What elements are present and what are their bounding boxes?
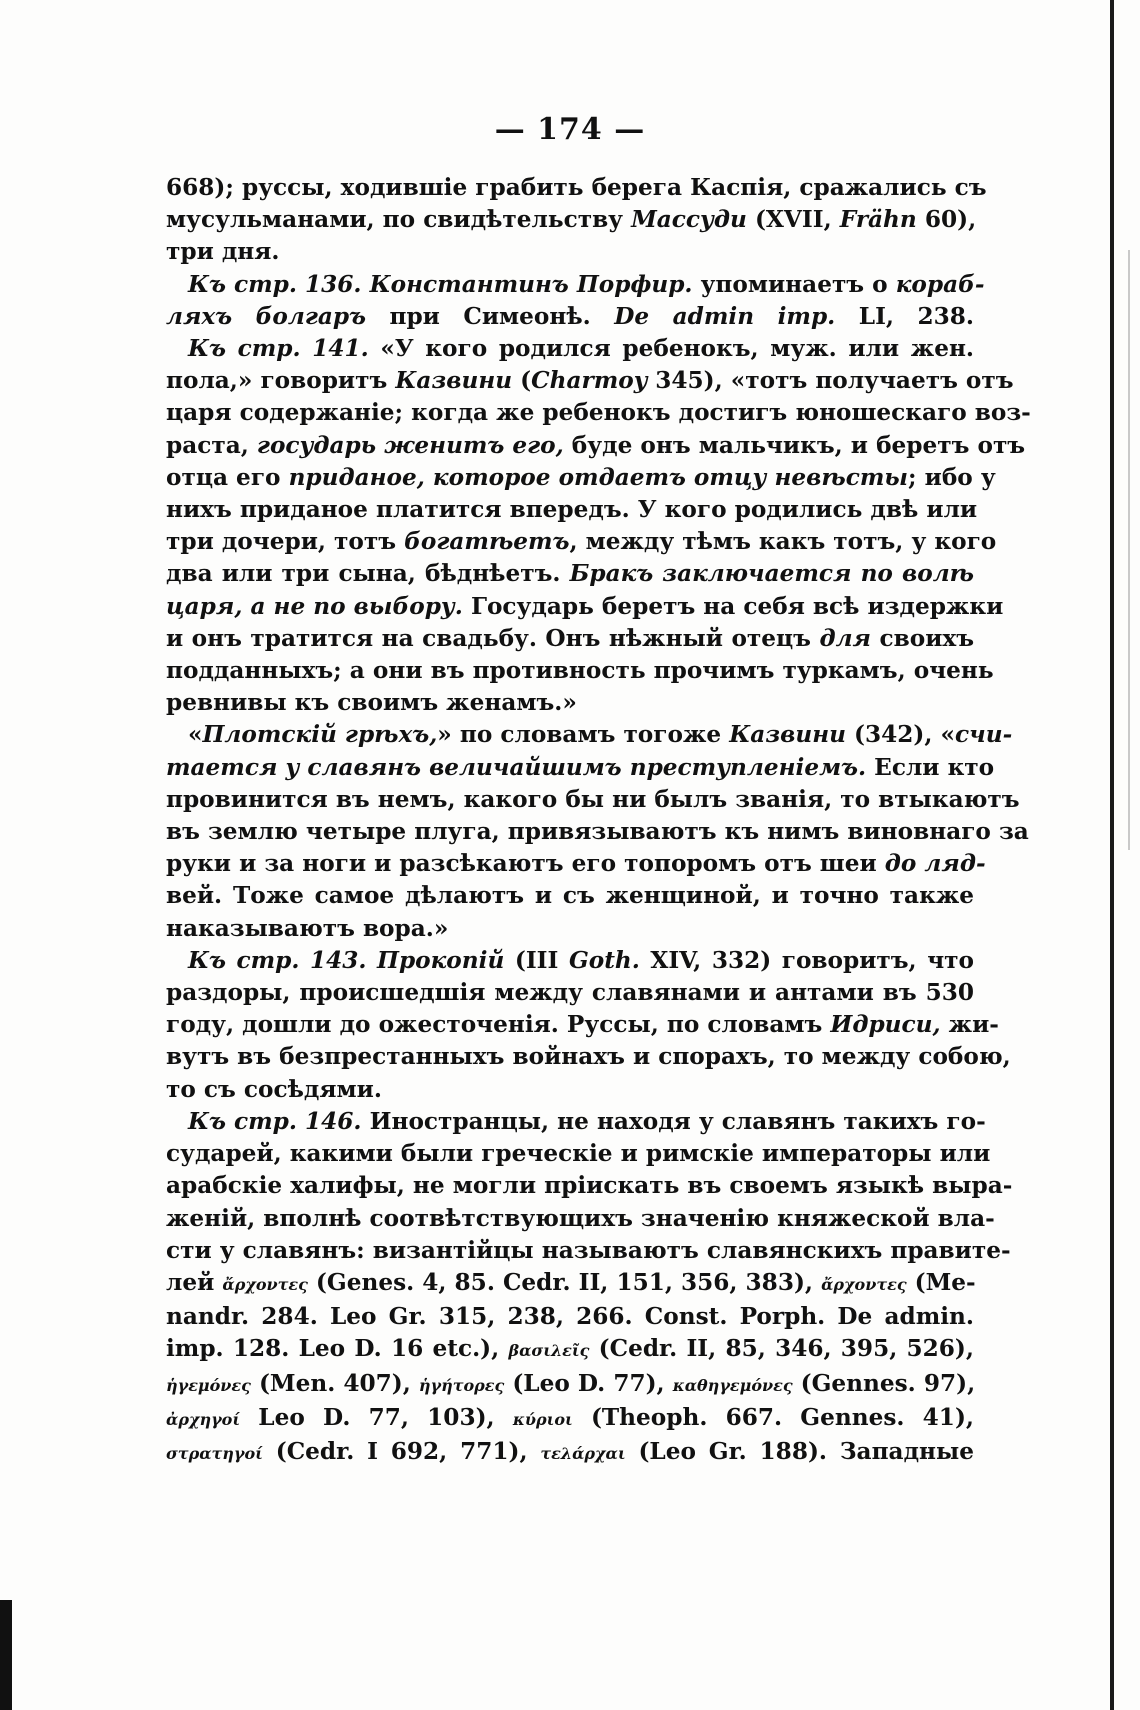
greek-term: ἄρχοντες [222,1274,308,1294]
page-edge-line [1110,0,1114,1710]
text-line [166,430,1026,462]
text-line [166,397,1031,429]
text-segment: Иностранцы, не находя у славянъ такихъ го- [361,1107,986,1135]
text-line [166,333,974,365]
greek-term: ἡγεμόνες [166,1375,251,1395]
text-line [166,1203,995,1235]
text-line [166,784,1020,816]
text-segment: мусульманами, по свидѣтельству [166,206,632,234]
scan-corner-mark [0,1600,12,1710]
text-segment: nandr. 284. Leo Gr. 315, 238, 266. Const. Porph. De admin. [166,1303,974,1331]
text-line [166,591,1004,623]
greek-term: ἄρχοντες [821,1274,907,1294]
text-segment: (Cedr. I 692, 771), [262,1437,541,1465]
text-segment: упоминаетъ о [692,270,896,298]
text-line [166,816,1029,848]
text-segment: вей. Тоже самое дѣлаютъ и съ женщиной, и точно также [166,882,974,910]
text-segment: сти у славянъ: византійцы называютъ славянскихъ правите- [166,1236,1011,1264]
text-segment: раста, [166,431,257,459]
text-segment: богатѣетъ [404,528,570,556]
text-line [166,204,977,236]
text-segment: раздоры, происшедшія между славянами и антами въ 530 [166,979,974,1007]
greek-term: ἡγήτορες [418,1375,505,1395]
text-line [166,977,974,1009]
text-segment: арабскіе халифы, не могли пріискать въ своемъ языкѣ выра- [166,1172,1013,1200]
text-segment: подданныхъ; а они въ противность прочимъ туркамъ, очень [166,657,994,685]
text-segment: буде онъ мальчикъ, и беретъ отъ [563,431,1026,459]
text-segment: Къ стр. 143. Прокопій [188,946,505,974]
text-segment: (342), « [845,721,956,749]
text-segment: » по словамъ тогоже [437,721,730,749]
greek-term: στρατηγοί [166,1443,263,1463]
text-segment: 668); руссы, ходившіе грабить берега Каспія, сражались съ [166,174,987,201]
text-segment: XIV, 332) говоритъ, что [639,946,974,974]
text-line [166,1009,999,1041]
text-segment: 345), «тотъ получаетъ отъ [647,367,1014,395]
text-line [166,462,996,494]
text-segment: Идриси, [830,1011,941,1039]
text-line [166,655,994,687]
text-segment: провинится въ немъ, какого бы ни былъ званія, то втыкаютъ [166,785,1020,813]
greek-term: ἀρχηγοί [166,1409,241,1429]
text-segment: для [819,624,872,652]
greek-term: κύριοι [512,1409,573,1429]
body-text [166,172,1031,1470]
text-line [166,558,974,590]
text-segment: Leo D. 77, 103), [240,1403,513,1431]
text-line [166,301,974,333]
text-segment: пола,» говоритъ [166,367,396,395]
text-segment: при Симеонѣ. [365,302,615,330]
text-line [166,1267,974,1301]
text-segment: De admin imp. [614,302,836,330]
text-segment: своихъ [871,624,975,652]
text-segment: вутъ въ безпрестанныхъ войнахъ и спорахъ, то между собою, [166,1043,1011,1071]
text-line [166,1235,1011,1267]
text-segment: ( [512,367,532,395]
text-segment: « [188,721,203,749]
text-line [166,1402,974,1436]
text-segment: , между тѣмъ какъ тотъ, у кого [569,528,997,556]
text-segment: жи- [940,1011,999,1039]
text-line [166,1436,974,1470]
text-segment: (Leo Gr. 188). Западные [625,1437,974,1465]
text-line [166,880,974,912]
text-segment: женій, вполнѣ соотвѣтствующихъ значенію княжеской вла- [166,1204,995,1232]
text-segment: Массуди [631,206,747,234]
text-line [166,1074,974,1106]
text-segment: Къ стр. 141. [188,335,369,363]
text-segment: Frähn [839,206,917,234]
text-segment: (Cedr. II, 85, 346, 395, 526), [589,1335,974,1363]
text-line [166,236,974,268]
text-segment: «У кого родился ребенокъ, муж. или жен. [368,335,974,363]
text-segment: три дня. [166,238,280,266]
text-segment: (Theoph. 667. Gennes. 41), [572,1403,974,1431]
text-segment: два или три сына, бѣднѣетъ. [166,560,570,588]
text-segment: кораб- [895,270,985,298]
text-segment: Goth. [568,946,640,974]
text-segment: ляхъ болгаръ [166,302,366,330]
text-segment: Казвини [729,721,846,749]
text-line [166,752,995,784]
text-segment: тается у славянъ величайшимъ преступленіемъ. [166,753,867,781]
page-edge-shadow [1128,250,1130,850]
text-line [166,1106,986,1138]
text-segment: Если кто [866,753,995,781]
text-segment: imp. 128. Leo D. 16 etc.), [166,1335,509,1363]
text-segment: отца его [166,463,289,491]
text-segment: сударей, какими были греческіе и римскіе императоры или [166,1140,991,1168]
text-segment: 60), [916,206,977,234]
text-segment: году, дошли до ожесточенія. Руссы, по словамъ [166,1011,831,1039]
text-segment: Государь беретъ на себя всѣ издержки [462,592,1004,620]
text-segment: наказываютъ вора.» [166,914,449,942]
text-line [166,623,974,655]
text-segment: (Leo D. 77), [504,1369,673,1397]
text-line [166,269,985,301]
greek-term: καθηγεμόνες [672,1375,793,1395]
text-segment: (Gennes. 97), [792,1369,976,1397]
text-line [166,719,1013,751]
text-line [166,1368,974,1402]
text-line [166,172,987,204]
text-line [166,365,1014,397]
text-line [166,494,978,526]
text-segment: счи- [955,721,1013,749]
text-segment: три дочери, тотъ [166,528,405,556]
text-segment: нихъ приданое платится впередъ. У кого родились двѣ или [166,496,978,524]
text-segment: руки и за ноги и разсѣкаютъ его топоромъ отъ шеи [166,850,885,878]
text-line [166,687,974,719]
text-segment: LI, 238. [835,302,974,330]
text-segment: Плотскій грѣхъ, [202,721,438,749]
text-line [166,1301,974,1333]
text-segment: лей [166,1268,223,1296]
text-segment: до ляд- [884,850,986,878]
text-segment: Казвини [395,367,513,395]
text-segment: царя, а не по выбору. [166,592,463,620]
text-line [166,945,974,977]
text-segment: (Genes. 4, 85. Cedr. II, 151, 356, 383), [307,1268,822,1296]
text-segment: (Me- [906,1268,976,1296]
greek-term: βασιλεῖς [508,1341,590,1361]
text-segment: въ землю четыре плуга, привязываютъ къ нимъ виновнаго за [166,818,1029,846]
text-line [166,1170,1013,1202]
text-segment: Къ стр. 136. Константинъ Порфир. [188,270,693,298]
text-segment: Charmoy [531,367,648,395]
text-segment: государь женитъ его, [256,431,564,459]
text-line [166,1333,974,1367]
text-line [166,1138,991,1170]
text-segment: (Men. 407), [250,1369,419,1397]
text-line [166,526,997,558]
page-number: — 174 — [494,112,646,147]
text-line [166,913,974,945]
text-segment: Бракъ заключается по волѣ [569,560,975,588]
text-segment: царя содержаніе; когда же ребенокъ достигъ юношескаго воз- [166,399,1031,427]
text-line [166,1041,1011,1073]
text-segment: и онъ тратится на свадьбу. Онъ нѣжный отецъ [166,624,820,652]
text-segment: то съ сосѣдями. [166,1075,382,1103]
greek-term: τελάρχαι [540,1443,626,1463]
text-segment: Къ стр. 146. [188,1107,362,1135]
text-segment: (III [504,946,569,974]
text-line [166,848,986,880]
text-segment: ; ибо у [907,463,996,491]
text-segment: приданое, которое отдаетъ отцу невѣсты [288,463,908,491]
text-segment: (XVII, [746,206,840,234]
text-segment: ревнивы къ своимъ женамъ.» [166,689,577,717]
